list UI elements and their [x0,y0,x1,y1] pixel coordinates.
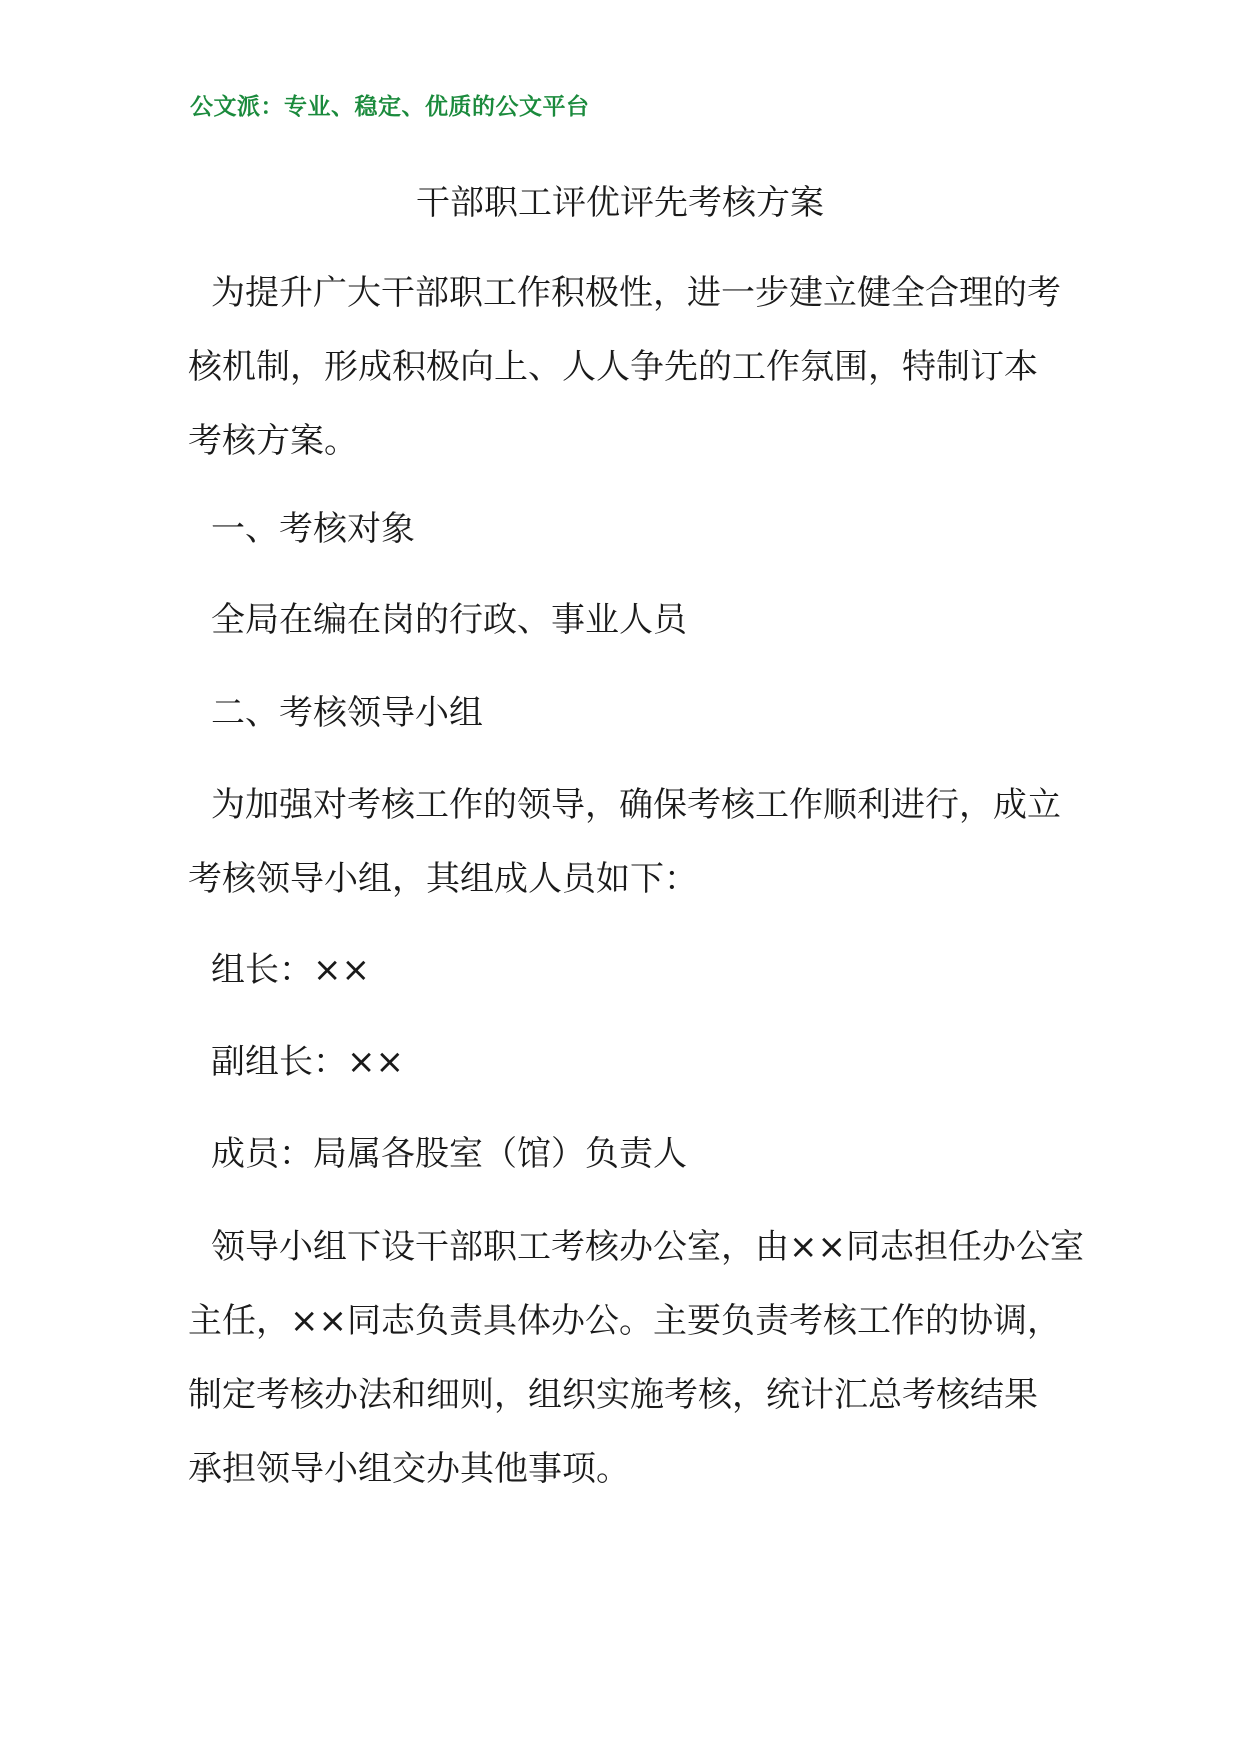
section2-paragraph [188,768,1060,916]
section2-line: 考核领导小组，其组成人员如下： [188,859,698,899]
intro-line: 考核方案。 [188,421,358,461]
brand-header: 公文派：专业、稳定、优质的公文平台 [190,94,590,120]
document-title: 干部职工评优评先考核方案 [416,183,824,223]
section1-heading-block [188,492,1060,566]
members-line: 成员：局属各股室（馆）负责人 [211,1134,687,1174]
section1-text-block [188,583,1060,657]
intro-paragraph [188,256,1060,478]
office-line: 领导小组下设干部职工考核办公室，由××同志担任办公室 [211,1227,1084,1267]
office-line: 承担领导小组交办其他事项。 [188,1449,630,1489]
section2-heading: 二、考核领导小组 [211,693,483,733]
members-line-block [188,1117,1060,1191]
leader-line: 组长：×× [211,950,370,990]
intro-line: 为提升广大干部职工作积极性，进一步建立健全合理的考 [211,273,1061,313]
section2-line: 为加强对考核工作的领导，确保考核工作顺利进行，成立 [211,785,1061,825]
intro-line: 核机制，形成积极向上、人人争先的工作氛围，特制订本 [188,347,1038,387]
office-line: 主任，××同志负责具体办公。主要负责考核工作的协调， [188,1301,1061,1341]
leader-line-block [188,933,1060,1007]
section1-text: 全局在编在岗的行政、事业人员 [211,600,687,640]
deputy-leader-line-block [188,1025,1060,1099]
deputy-leader-line: 副组长：×× [211,1042,404,1082]
section1-heading: 一、考核对象 [211,509,415,549]
office-line: 制定考核办法和细则，组织实施考核，统计汇总考核结果 [188,1375,1038,1415]
section2-heading-block [188,676,1060,750]
office-paragraph [188,1210,1084,1506]
